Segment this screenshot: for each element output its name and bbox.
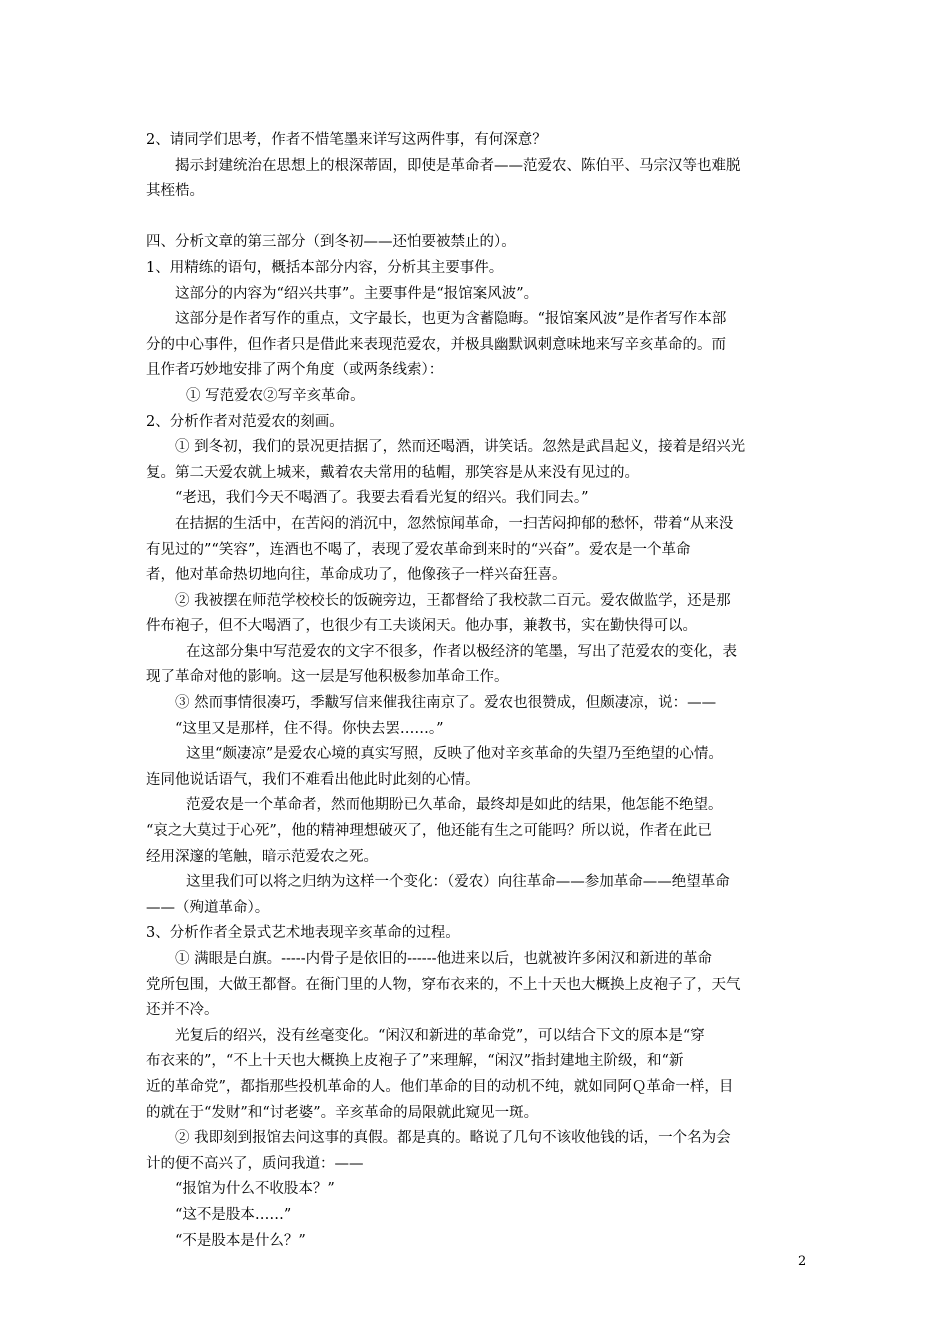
text-line: 这里“颇凄凉”是爱农心境的真实写照，反映了他对辛亥革命的失望乃至绝望的心情。 — [186, 746, 723, 763]
page-number: 2 — [798, 1254, 807, 1269]
text-line: 范爱农是一个革命者，然而他期盼已久革命，最终却是如此的结果，他怎能不绝望。 — [186, 797, 723, 814]
document-body — [146, 128, 818, 1254]
text-line: ——（殉道革命）。 — [146, 899, 270, 916]
text-line: 计的便不高兴了，质问我道：—— — [146, 1155, 364, 1172]
text-line: 3、分析作者全景式艺术地表现辛亥革命的过程。 — [146, 925, 460, 942]
text-line: “报馆为什么不收股本？” — [175, 1181, 335, 1198]
text-line: “哀之大莫过于心死”，他的精神理想破灭了，他还能有生之可能吗？所以说，作者在此已 — [146, 823, 712, 840]
text-line: 在拮据的生活中，在苦闷的消沉中，忽然惊闻革命，一扫苦闷抑郁的愁怀，带着“从来没 — [175, 515, 734, 532]
text-line: 件布袍子，但不大喝酒了，也很少有工夫谈闲天。他办事，兼教书，实在勤快得可以。 — [146, 618, 697, 635]
text-line: 的就在于“发财”和“讨老婆”。辛亥革命的局限就此窥见一斑。 — [146, 1104, 539, 1121]
text-line: 还并不冷。 — [146, 1002, 219, 1019]
text-line: “不是股本是什么？” — [175, 1232, 306, 1249]
text-line: 1、用精练的语句，概括本部分内容，分析其主要事件。 — [146, 259, 504, 276]
text-line: 这里我们可以将之归纳为这样一个变化：（爱农）向往革命——参加革命——绝望革命 — [186, 874, 730, 891]
text-line: “老迅，我们今天不喝酒了。我要去看看光复的绍兴。我们同去。” — [175, 490, 589, 507]
text-line: 连同他说话语气，我们不难看出他此时此刻的心情。 — [146, 771, 480, 788]
text-line: 揭示封建统治在思想上的根深蒂固，即使是革命者——范爱农、陈伯平、马宗汉等也难脱 — [175, 157, 741, 174]
text-line: 四、分析文章的第三部分（到冬初——还怕要被禁止的）。 — [146, 234, 516, 251]
text-line: 布衣来的”，“不上十天也大概换上皮袍子了”来理解，“闲汉”指封建地主阶级，和“新 — [146, 1053, 684, 1070]
text-line: 党所包围，大做王都督。在衙门里的人物，穿布衣来的，不上十天也大概换上皮袍子了，天气 — [146, 976, 741, 993]
text-line: 近的革命党”，都指那些投机革命的人。他们革命的目的动机不纯，就如同阿Ｑ革命一样，目 — [146, 1078, 734, 1095]
text-line: 这部分是作者写作的重点，文字最长，也更为含蓄隐晦。“报馆案风波”是作者写作本部 — [175, 311, 727, 328]
text-line: ② 我即刻到报馆去问这事的真假。都是真的。略说了几句不该收他钱的话，一个名为会 — [175, 1130, 731, 1147]
text-line: ① 到冬初，我们的景况更拮据了，然而还喝酒，讲笑话。忽然是武昌起义，接着是绍兴光 — [175, 439, 746, 456]
text-line: 光复后的绍兴，没有丝毫变化。“闲汉和新进的革命党”，可以结合下文的原本是“穿 — [175, 1027, 705, 1044]
text-line: “这不是股本……” — [175, 1206, 292, 1223]
text-line: ② 我被摆在师范学校校长的饭碗旁边，王都督给了我校款二百元。爱农做监学，还是那 — [175, 592, 731, 609]
text-line: 2、请同学们思考，作者不惜笔墨来详写这两件事，有何深意？ — [146, 132, 547, 148]
text-line: ① 满眼是白旗。-----内骨子是依旧的------他进来以后，也就被许多闲汉和新进的革命 — [175, 951, 712, 967]
text-line: 且作者巧妙地安排了两个角度（或两条线索）： — [146, 362, 444, 379]
text-line: 2、分析作者对范爱农的刻画。 — [146, 413, 344, 430]
text-line: 分的中心事件，但作者只是借此来表现范爱农，并极具幽默讽刺意味地来写辛亥革命的。而 — [146, 336, 726, 353]
text-line: 这部分的内容为“绍兴共事”。主要事件是“报馆案风波”。 — [175, 285, 539, 302]
text-line: 现了革命对他的影响。这一层是写他积极参加革命工作。 — [146, 669, 509, 686]
text-line: ③ 然而事情很凑巧，季黻写信来催我往南京了。爱农也很赞成，但颇凄凉，说：—— — [175, 695, 717, 712]
blank-line — [146, 205, 818, 231]
text-line: 经用深邃的笔触，暗示范爱农之死。 — [146, 848, 378, 865]
text-line: “这里又是那样，住不得。你快去罢……。” — [175, 720, 444, 737]
text-line: 有见过的”“笑容”，连酒也不喝了，表现了爱农革命到来时的“兴奋”。爱农是一个革命 — [146, 541, 691, 558]
text-line: 复。第二天爱农就上城来，戴着农夫常用的毡帽，那笑容是从来没有见过的。 — [146, 464, 639, 481]
text-line: 者，他对革命热切地向往，革命成功了，他像孩子一样兴奋狂喜。 — [146, 567, 567, 584]
text-line: 在这部分集中写范爱农的文字不很多，作者以极经济的笔墨，写出了范爱农的变化，表 — [186, 643, 737, 660]
text-line: 其桎梏。 — [146, 183, 204, 200]
text-line: ① 写范爱农②写辛亥革命。 — [186, 387, 365, 404]
